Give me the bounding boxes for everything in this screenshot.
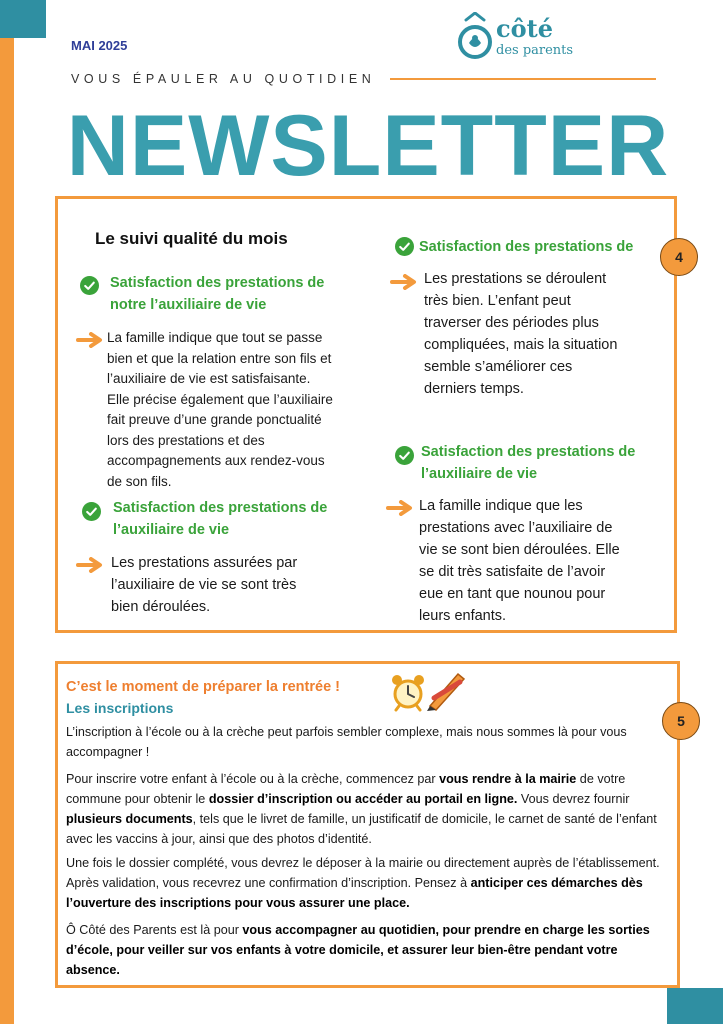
alarm-clock-icon — [390, 672, 426, 712]
check-circle-icon — [80, 276, 99, 295]
logo-emblem-icon — [456, 12, 494, 62]
tagline: VOUS ÉPAULER AU QUOTIDIEN — [71, 72, 376, 86]
check-circle-icon — [82, 502, 101, 521]
item-3-text: Les prestations se déroulent très bien. L’enfant peut traverser des périodes plus compliquées, mais la situation semble s’améliorer ces derniers temps. — [424, 271, 618, 397]
section-heading: Le suivi qualité du mois — [95, 229, 288, 248]
page-title: NEWSLETTER — [66, 98, 670, 194]
item-1-title: Satisfaction des prestations de notre l’auxiliaire de vie — [110, 275, 325, 313]
item-4-title: Satisfaction des prestations de l’auxiliaire de vie — [421, 444, 636, 482]
paragraph-deposit: Une fois le dossier complété, vous devrez le déposer à la mairie ou directement auprès de l’établissement. Après validation, vous recevrez une confirmation d’inscription. Pensez à anticiper ces démarches dès l’ouverture des inscriptions pour vous assurer une place. — [66, 856, 660, 910]
left-orange-bar — [0, 0, 14, 1024]
brand-logo — [456, 12, 586, 68]
item-3-title: Satisfaction des prestations de — [419, 239, 634, 255]
bottom-right-teal-block — [667, 988, 723, 1024]
page-badge-5: 5 — [662, 702, 700, 740]
item-4-text: La famille indique que les prestations avec l’auxiliaire de vie se sont bien déroulées. Elle se dit très satisfaite de l’avoir eue en tant que nounou pour leurs enfants. — [419, 498, 620, 624]
paragraph-intro: L’inscription à l’école ou à la crèche peut parfois sembler complexe, mais nous sommes là pour vous accompagner ! — [66, 725, 627, 759]
item-1-text: La famille indique que tout se passe bien et que la relation entre son fils et l’auxiliaire de vie est satisfaisante. Elle précise également que l’auxiliaire fait preuve d’une grande ponctualité lors des prestations et des accompagnements aux rendez-vous de son fils. — [107, 330, 333, 489]
arrow-right-icon — [76, 557, 104, 573]
arrow-right-icon — [390, 274, 418, 290]
check-circle-icon — [395, 237, 414, 256]
issue-date: MAI 2025 — [71, 38, 128, 53]
inscriptions-subtitle: Les inscriptions — [66, 700, 174, 716]
item-2-text: Les prestations assurées par l’auxiliaire de vie se sont très bien déroulées. — [111, 555, 298, 615]
logo-subtitle: des parents — [496, 43, 574, 58]
paragraph-service: Ô Côté des Parents est là pour vous accompagner au quotidien, pour prendre en charge les sorties d’école, pour veiller sur vos enfants à votre domicile, et assurer leur bien-être pendant votre absence. — [66, 923, 650, 977]
pencils-icon — [424, 668, 468, 712]
rentree-title: C’est le moment de préparer la rentrée ! — [66, 679, 340, 695]
paragraph-steps: Pour inscrire votre enfant à l’école ou à la crèche, commencez par vous rendre à la mairie de votre commune pour obtenir le dossier d’inscription ou accéder au portail en ligne. Vous devrez fournir plusieurs documents, tels que le livret de famille, un justificatif de domicile, le carnet de santé de l’enfant avec les vaccins à jour, ainsi que des photos d’identité. — [66, 772, 657, 846]
check-circle-icon — [395, 446, 414, 465]
tagline-divider — [390, 78, 656, 80]
arrow-right-icon — [386, 500, 414, 516]
logo-word: côté — [496, 14, 553, 43]
arrow-right-icon — [76, 332, 104, 348]
page-badge-4: 4 — [660, 238, 698, 276]
item-2-title: Satisfaction des prestations de l’auxiliaire de vie — [113, 500, 328, 538]
top-left-teal-block — [0, 0, 46, 38]
